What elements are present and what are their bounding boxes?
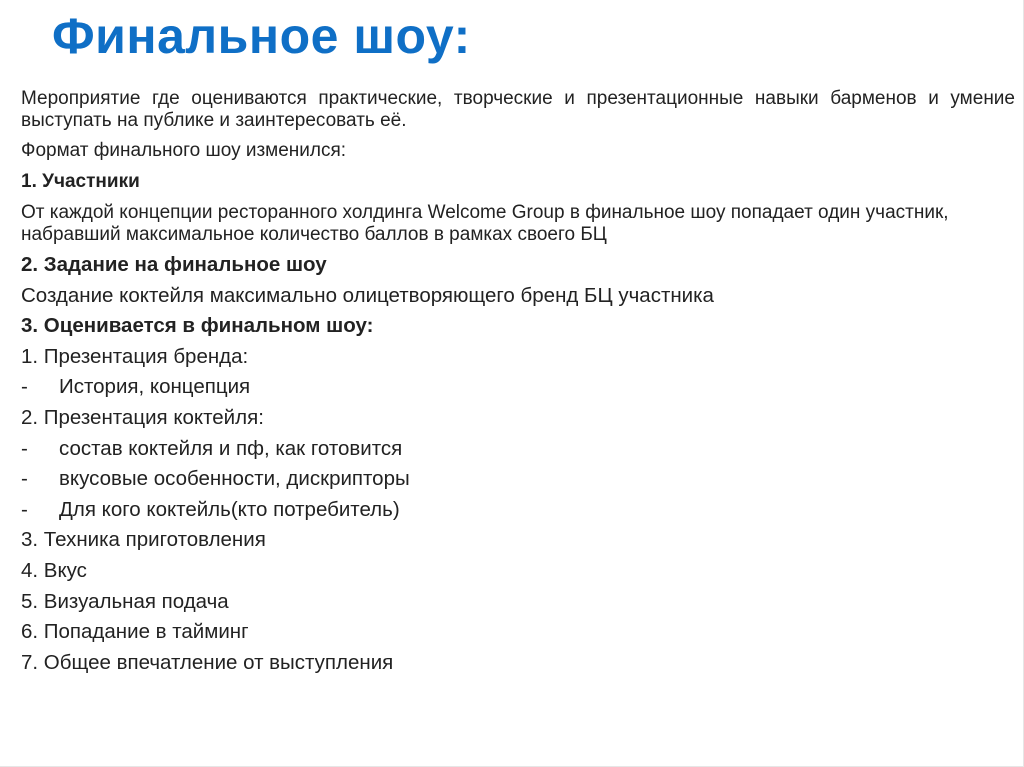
criterion-7: 7. Общее впечатление от выступления [21, 650, 394, 674]
section-1-heading: 1. Участники [21, 171, 140, 192]
criterion-2-sub-1 [21, 434, 1015, 465]
sub-item-text: История, концепция [59, 375, 251, 399]
section-2-heading: 2. Задание на финальное шоу [21, 253, 327, 276]
criterion-1-sub-1 [21, 372, 1015, 403]
criterion-2-sub-2 [21, 464, 1015, 495]
criterion-5: 5. Визуальная подача [21, 589, 229, 613]
intro-paragraph: Мероприятие где оцениваются практические, творческие и презентационные навыки барменов и умение выступать на публике и заинтересовать её. [21, 88, 1015, 131]
criterion-1: 1. Презентация бренда: [21, 344, 249, 368]
criterion-2: 2. Презентация коктейля: [21, 405, 264, 429]
slide-title: Финальное шоу: [52, 8, 471, 64]
section-3-heading: 3. Оценивается в финальном шоу: [21, 314, 374, 338]
section-1-text: От каждой концепции ресторанного холдинга Welcome Group в финальное шоу попадает один участник, набравший максимальное количество баллов в рамках своего БЦ [21, 202, 949, 245]
sub-item-text: состав коктейля и пф, как готовится [59, 436, 403, 460]
sub-item-text: Для кого коктейль(кто потребитель) [59, 497, 400, 521]
dash-marker: - [21, 436, 28, 460]
section-2-text: Создание коктейля максимально олицетворяющего бренд БЦ участника [21, 283, 714, 307]
slide-content [21, 88, 1015, 678]
criterion-4: 4. Вкус [21, 558, 87, 582]
dash-marker: - [21, 467, 28, 491]
criterion-6: 6. Попадание в тайминг [21, 620, 249, 644]
criterion-3: 3. Техника приготовления [21, 528, 266, 552]
sub-item-text: вкусовые особенности, дискрипторы [59, 467, 410, 491]
format-changed-text: Формат финального шоу изменился: [21, 140, 347, 161]
criterion-2-sub-3 [21, 495, 1015, 526]
dash-marker: - [21, 375, 28, 399]
dash-marker: - [21, 497, 28, 521]
